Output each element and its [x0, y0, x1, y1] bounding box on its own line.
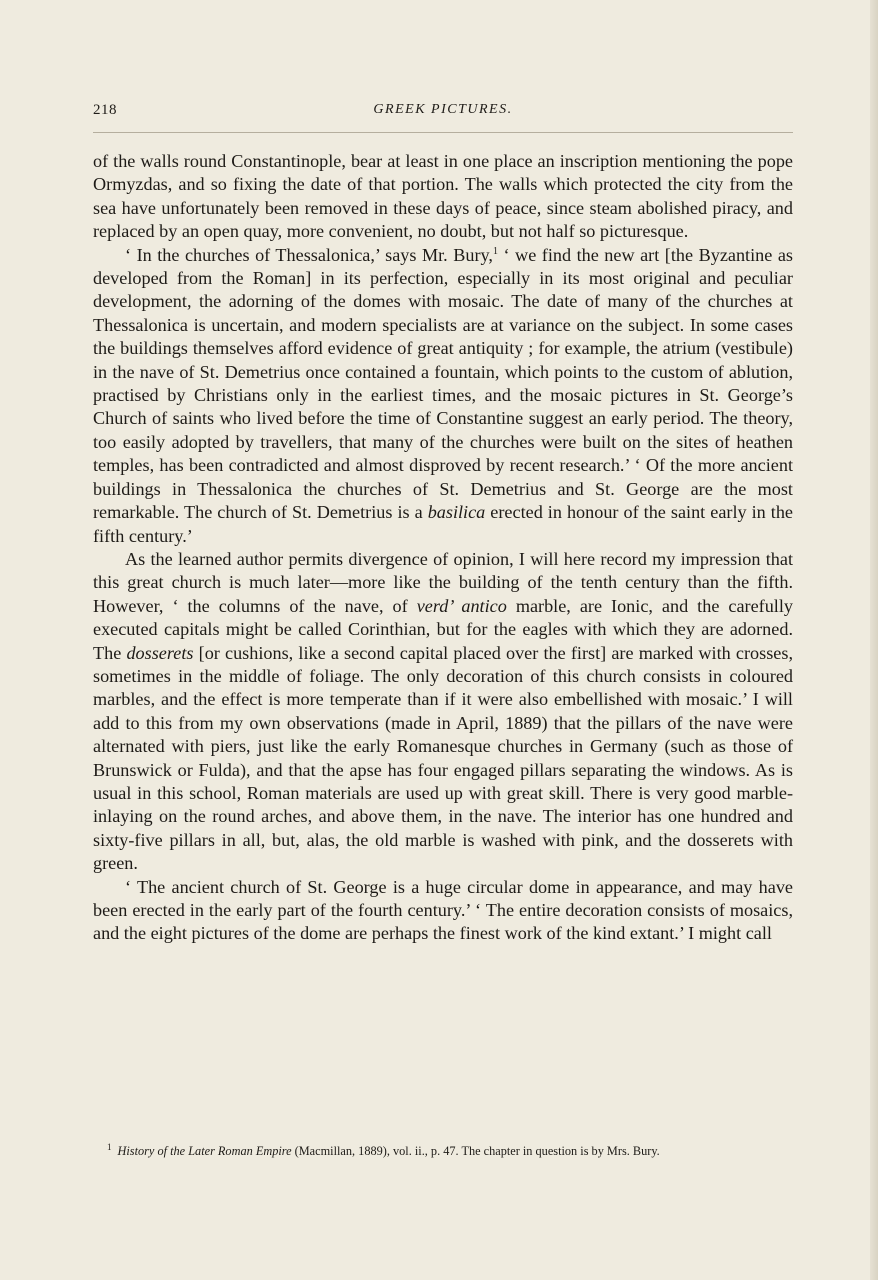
footnote-book-title: History of the Later Roman Empire — [117, 1144, 292, 1158]
footnote — [93, 1143, 793, 1159]
paragraph-2 — [93, 244, 793, 548]
paragraph-4: ‘ The ancient church of St. George is a huge circular dome in appearance, and may have been erected in the early part of the fourth century.’ ‘ The entire decoration consists of mosaics, and the eight pictures of the dome are perhaps the finest work of the kind extant.’ I might call — [93, 876, 793, 944]
body-text — [93, 150, 793, 946]
footnote-text: (Macmillan, 1889), vol. ii., p. 47. The chapter in question is by Mrs. Bury. — [291, 1144, 660, 1158]
paragraph-2-text-c: erected in honour of the saint early in the fifth century.’ — [93, 502, 793, 546]
paragraph-3-text-c: [or cushions, like a second capital placed over the first] are marked with crosses, sometimes in the middle of foliage. The only decoration of this church consists in coloured marbles, and the effect is more temperate than if it were also embellished with mosaic.’ I will add to this from my own observations (made in April, 1889) that the pillars of the nave were alternated with piers, just like the early Romanesque churches in Germany (such as those of Brunswick or Fulda), and that the apse has four engaged pillars separating the windows. As is usual in this school, Roman materials are used up with great skill. There is very good marble-inlaying on the round arches, and above them, in the nave. The interior has one hundred and sixty-five pillars in all, but, alas, the old marble is washed with pink, and the dosserets with green. — [93, 642, 793, 874]
italic-term-dosserets: dosserets — [126, 642, 194, 663]
paragraph-2-text-a: ‘ In the churches of Thessalonica,’ says Mr. Bury, — [125, 244, 493, 265]
footnote-reference: 1 — [492, 245, 498, 257]
page-number: 218 — [93, 102, 117, 118]
header-rule — [93, 132, 793, 133]
italic-term-verd-antico: verd’ antico — [416, 595, 507, 616]
page-header — [93, 100, 793, 124]
paragraph-3-text-a: As the learned author permits divergence of opinion, I will here record my impression that this great church is much later—more like the building of the tenth century than the fifth. However, ‘ the columns of the nave, of — [93, 548, 793, 616]
page-edge — [870, 0, 878, 1280]
italic-term-basilica: basilica — [427, 502, 486, 523]
paragraph-2-text-b: ‘ we find the new art [the Byzantine as developed from the Roman] in its perfection, especially in its most original and peculiar development, the adorning of the domes with mosaic. The date of many of the churches at Thessalonica is uncertain, and modern specialists are at variance on the subject. In some cases the buildings themselves afford evidence of great antiquity ; for example, the atrium (vestibule) in the nave of St. Demetrius once contained a fountain, which points to the custom of ablution, practised by Christians only in the earliest times, and the mosaic pictures in St. George’s Church of saints who lived before the time of Constantine suggest an early period. The theory, too easily adopted by travellers, that many of the churches were built on the sites of heathen temples, has been contradicted and almost disproved by recent research.’ ‘ Of the more ancient buildings in Thessalonica the churches of St. Demetrius and St. George are the most remarkable. The church of St. Demetrius is a — [93, 244, 793, 523]
footnote-number: 1 — [107, 1141, 112, 1152]
paragraph-1: of the walls round Constantinople, bear at least in one place an inscription mentioning the pope Ormyzdas, and so fixing the date of that portion. The walls which protected the city from the sea have unfortunately been removed in these days of peace, since steam abolished piracy, and replaced by an open quay, more convenient, no doubt, but not half so picturesque. — [93, 151, 793, 242]
running-head: GREEK PICTURES. — [373, 102, 513, 117]
paragraph-3-text-b: marble, are Ionic, and the carefully executed capitals might be called Corinthian, but for the eagles with which they are adorned. The — [93, 595, 794, 663]
paragraph-3 — [93, 548, 793, 876]
